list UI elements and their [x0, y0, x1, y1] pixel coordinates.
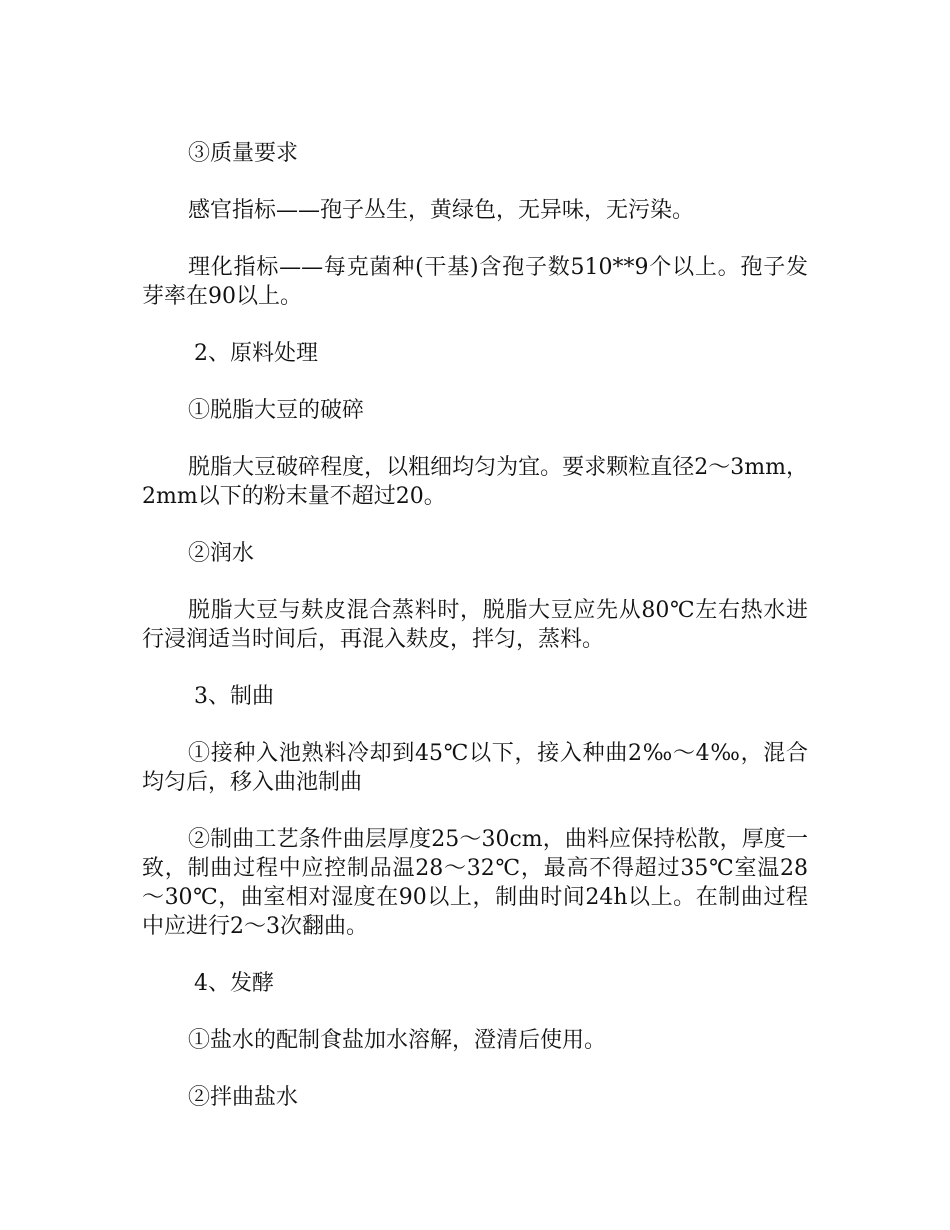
document-body	[142, 139, 808, 1140]
physicochemical-indicator-paragraph: 理化指标——每克菌种(干基)含孢子数510**9个以上。孢子发芽率在90以上。	[142, 255, 808, 309]
brine-preparation-paragraph: ①盐水的配制食盐加水溶解，澄清后使用。	[188, 1028, 607, 1053]
raw-material-processing-heading: 2、原料处理	[194, 341, 318, 366]
moistening-paragraph: 脱脂大豆与麸皮混合蒸料时，脱脂大豆应先从80℃左右热水进行浸润适当时间后，再混入麸皮，拌匀，蒸料。	[142, 598, 808, 652]
inoculation-paragraph: ①接种入池熟料冷却到45℃以下，接入种曲2‰～4‰，混合均匀后，移入曲池制曲	[142, 741, 808, 795]
soybean-crushing-heading: ①脱脂大豆的破碎	[188, 398, 365, 423]
soybean-crushing-paragraph: 脱脂大豆破碎程度，以粗细均匀为宜。要求颗粒直径2～3mm，2mm以下的粉末量不超过20。	[142, 455, 808, 509]
koji-process-paragraph: ②制曲工艺条件曲层厚度25～30cm，曲料应保持松散，厚度一致，制曲过程中应控制品温28～32℃，最高不得超过35℃室温28～30℃，曲室相对湿度在90以上，制曲时间24h以上。在制曲过程中应进行2～3次翻曲。	[142, 827, 808, 939]
sensory-indicator-paragraph: 感官指标——孢子丛生，黄绿色，无异味，无污染。	[188, 198, 695, 223]
fermentation-heading: 4、发酵	[194, 971, 274, 996]
quality-requirements-heading: ③质量要求	[188, 141, 299, 166]
moistening-heading: ②润水	[188, 541, 255, 566]
koji-making-heading: 3、制曲	[194, 684, 274, 709]
koji-brine-mixing-heading: ②拌曲盐水	[188, 1085, 299, 1110]
